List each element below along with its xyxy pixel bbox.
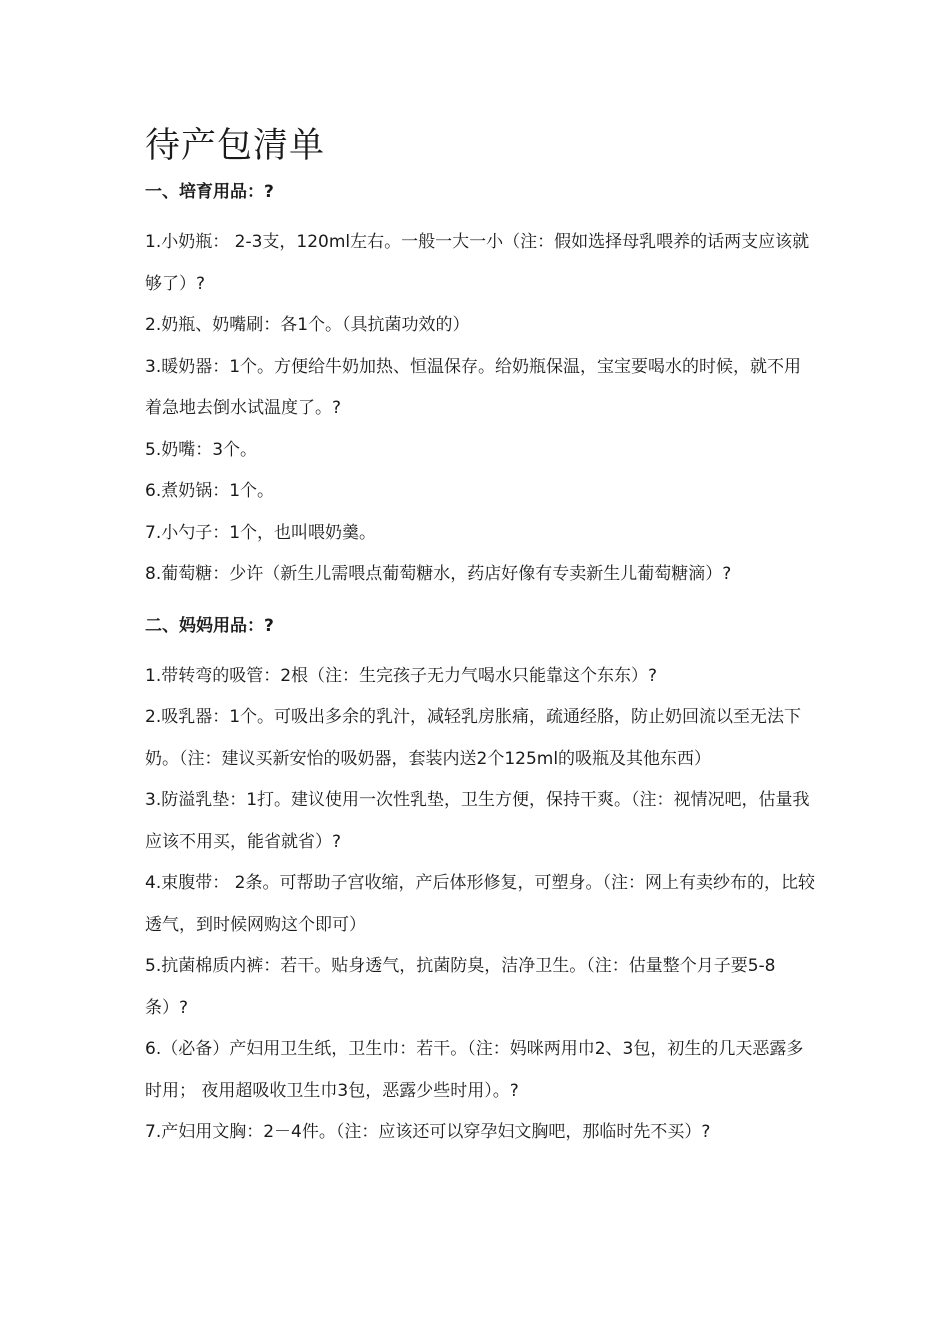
section-nursing-supplies — [145, 180, 815, 596]
section-mother-supplies — [145, 614, 815, 1154]
list-item: 1.小奶瓶： 2-3支，120ml左右。一般一大一小（注：假如选择母乳喂养的话两支应该就够了）? — [145, 232, 810, 294]
list-item: 3.暖奶器：1个。方便给牛奶加热、恒温保存。给奶瓶保温，宝宝要喝水的时候，就不用着急地去倒水试温度了。? — [145, 356, 802, 418]
section-heading: 一、培育用品：? — [145, 182, 274, 202]
list-item: 3.防溢乳垫：1打。建议使用一次性乳垫，卫生方便，保持干爽。（注：视情况吧，估量我应该不用买，能省就省）? — [145, 790, 810, 852]
list-item: 5.奶嘴：3个。 — [145, 439, 258, 460]
list-item: 4.束腹带： 2条。可帮助子宫收缩，产后体形修复，可塑身。（注：网上有卖纱布的，比较透气，到时候网购这个即可） — [145, 873, 815, 935]
list-item: 7.产妇用文胸：2－4件。（注：应该还可以穿孕妇文胸吧，那临时先不买）? — [145, 1122, 711, 1142]
section-heading: 二、妈妈用品：? — [145, 615, 274, 636]
list-item: 6.煮奶锅：1个。 — [145, 481, 275, 501]
list-item: 5.抗菌棉质内裤：若干。贴身透气，抗菌防臭，洁净卫生。（注：估量整个月子要5-8条）? — [145, 956, 776, 1018]
list-item: 6.（必备）产妇用卫生纸，卫生巾：若干。（注：妈咪两用巾2、3包，初生的几天恶露多时用； 夜用超吸收卫生巾3包，恶露少些时用）。? — [145, 1039, 804, 1101]
list-item: 7.小勺子：1个，也叫喂奶羹。 — [145, 522, 377, 543]
section-spacer — [145, 596, 815, 614]
list-item: 2.奶瓶、奶嘴刷：各1个。（具抗菌功效的） — [145, 315, 470, 335]
list-item: 2.吸乳器：1个。可吸出多余的乳汁，减轻乳房胀痛，疏通经胳，防止奶回流以至无法下奶。（注：建议买新安怡的吸奶器，套装内送2个125ml的吸瓶及其他东西） — [145, 707, 802, 769]
list-item: 1.带转弯的吸管：2根（注：生完孩子无力气喝水只能靠这个东东）? — [145, 665, 658, 686]
list-item: 8.葡萄糖：少许（新生儿需喂点葡萄糖水，药店好像有专卖新生儿葡萄糖滴）? — [145, 564, 732, 584]
page-title: 待产包清单 — [145, 126, 326, 166]
document-page — [145, 122, 815, 1154]
